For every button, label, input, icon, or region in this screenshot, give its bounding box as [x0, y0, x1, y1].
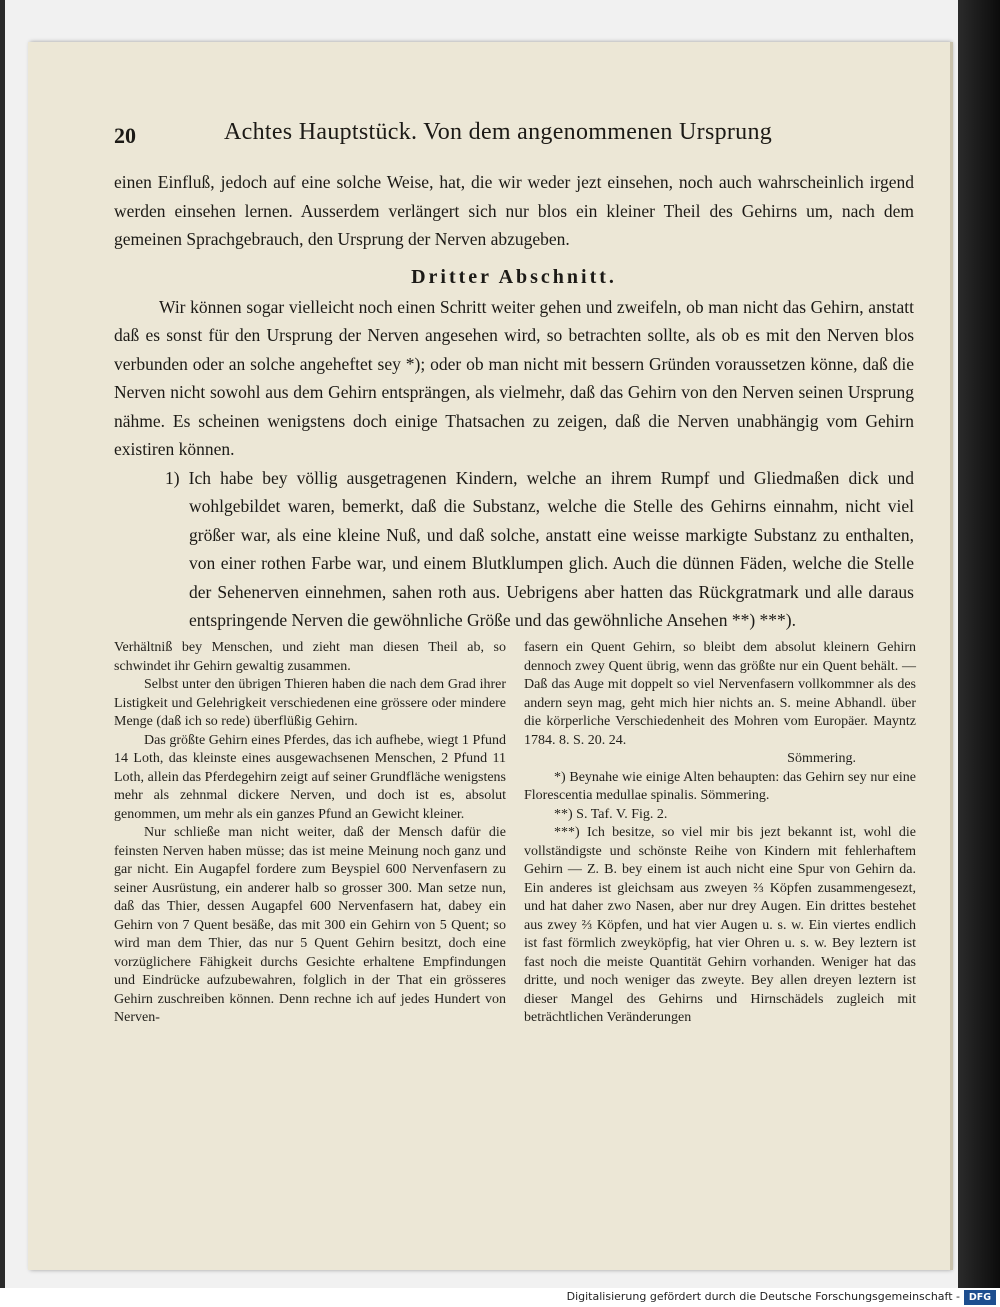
main-text — [114, 168, 914, 635]
footer-bar — [0, 1288, 1000, 1307]
footnote-2: **) S. Taf. V. Fig. 2. — [554, 806, 668, 822]
footnote-column-right — [524, 639, 916, 1028]
paragraph-1: Wir können sogar vielleicht noch einen Schritt weiter gehen und zweifeln, ob man nicht das Gehirn, anstatt daß es sonst für den Ursprung der Nerven angesehen wird, so betrachten sollte, als ob es mit den Nerven blos verbunden oder an solche angeheftet sey *); oder ob man nicht mit bessern Gründen voraussetzen könne, daß die Nerven nicht sowohl aus dem Gehirn entsprängen, als vielmehr, daß das Gehirn von den Nerven seinen Ursprung nähme. Es scheinen wenigstens doch einige Thatsachen zu zeigen, daß die Nerven unabhängig vom Gehirn existiren können. — [114, 296, 914, 459]
page-number: 20 — [114, 123, 136, 148]
footnote-left-2: Selbst unter den übrigen Thieren haben die nach dem Grad ihrer Listigkeit und Gelehrigkeit verschiedenen eine grössere oder mindere Menge (daß ich so rede) überflüßig Gehirn. — [114, 677, 506, 729]
list-item-1: 1) Ich habe bey völlig ausgetragenen Kindern, welche an ihrem Rumpf und Gliedmaßen dick und wohlgebildet waren, bemerkt, daß die Substanz, welche die Stelle des Gehirns einnahm, nicht viel größer war, als eine kleine Nuß, und daß solche, anstatt eine weisse markigte Substanz zu enthalten, von einer rothen Farbe war, und einem Blutklumpen glich. Auch die dünnen Fäden, welche die Stelle der Sehenerven einnehmen, sahen roth aus. Uebrigens aber hatten das Rückgratmark und alle daraus entspringende Nerven die gewöhnliche Größe und das gewöhnliche Ansehen **) ***). — [165, 467, 914, 630]
footnote-signature: Sömmering. — [787, 751, 856, 766]
footnote-1: *) Beynahe wie einige Alten behaupten: das Gehirn sey nur eine Florescentia medullae spinalis. Sömmering. — [524, 769, 916, 803]
scan-right-edge — [958, 0, 1000, 1288]
footnotes — [114, 639, 914, 1199]
dfg-logo: DFG — [964, 1290, 996, 1305]
footnote-column-left — [114, 639, 506, 1028]
footnote-left-1: Verhältniß bey Menschen, und zieht man diesen Theil ab, so schwindet ihr Gehirn gewaltig zusammen. — [114, 640, 506, 674]
funding-notice: Digitalisierung gefördert durch die Deutsche Forschungsgemeinschaft - — [566, 1290, 960, 1303]
footnote-left-3: Das größte Gehirn eines Pferdes, das ich aufhebe, wiegt 1 Pfund 14 Loth, das kleinste eines ausgewachsenen Menschen, 2 Pfund 11 Loth, allein das Pferdegehirn zeigt auf seiner Grundfläche wenigstens mehr als zehnmal dickere Nerven, und doch ist es, absolut genommen, um mehr als ein ganzes Pfund an Gewicht kleiner. — [114, 732, 506, 822]
running-head — [114, 115, 806, 155]
running-title: Achtes Hauptstück. Von dem angenommenen Ursprung — [224, 119, 773, 145]
footnote-right-continuation: fasern ein Quent Gehirn, so bleibt dem absolut kleinern Gehirn dennoch zwey Quent übrig, wenn das größte nur ein Quent behält. — Daß das Auge mit doppelt so viel Nervenfasern vollkommner als des andern seyn mag, geht mich hier nichts an. S. meine Abhandl. über die körperliche Verschiedenheit des Mohren vom Europäer. Mayntz 1784. 8. S. 20. 24. — [524, 640, 916, 748]
intro-paragraph: einen Einfluß, jedoch auf eine solche Weise, hat, die wir weder jezt einsehen, noch auch wahrscheinlich irgend werden einsehen lernen. Ausserdem verlängert sich nur blos ein kleiner Theil des Gehirns um, nach dem gemeinen Sprachgebrauch, den Ursprung der Nerven abzugeben. — [114, 172, 914, 249]
section-heading: Dritter Abschnitt. — [411, 265, 617, 288]
footnote-left-4: Nur schließe man nicht weiter, daß der Mensch dafür die feinsten Nerven haben müsse; das ist meine Meinung noch ganz und gar nicht. Ein Augapfel fordere zum Beyspiel 600 Nervenfasern zu seiner Ausrüstung, ein anderer halb so grosser 300. Man setze nun, daß das Thier, dessen Augapfel 600 Nervenfasern hat, dabey ein Gehirn von 7 Quent besäße, das mit 300 ein Gehirn von 5 Quent; so wird man dem Thier, das nur 5 Quent Gehirn besitzt, doch eine vorzüglichere Fähigkeit durchs Gesichte erhaltene Empfindungen und Eindrücke aufzubewahren, folglich in der That ein grösseres Gehirn zuschreiben können. Denn rechne ich auf jedes Hundert von Nerven- — [114, 825, 506, 1025]
scan-left-edge — [0, 0, 5, 1288]
book-page — [28, 42, 950, 1270]
footnote-3: ***) Ich besitze, so viel mir bis jezt bekannt ist, wohl die vollständigste und schönste Reihe von Kindern mit fehlerhaftem Gehirn — Z. B. bey einem ist auch nicht eine Spur von Gehirn da. Ein anderes ist gleichsam aus zweyen ⅔ Köpfen zusammengesezt, und hat daher zwo Nasen, aber nur drey Augen. Ein drittes bestehet aus zwey ⅔ Köpfen, und hat vier Augen u. s. w. Ein viertes endlich ist fast förmlich zweyköpfig, hat vier Ohren u. s. w. Bey leztern ist fast noch die meiste Quantität Gehirn vorhanden. Weniger hat das dritte, und noch weniger das zweyte. Bey allen dreyen leztern ist dieser Mangel des Gehirns und Hirnschädels zugleich mit beträchtlichen Veränderungen — [524, 825, 916, 1025]
